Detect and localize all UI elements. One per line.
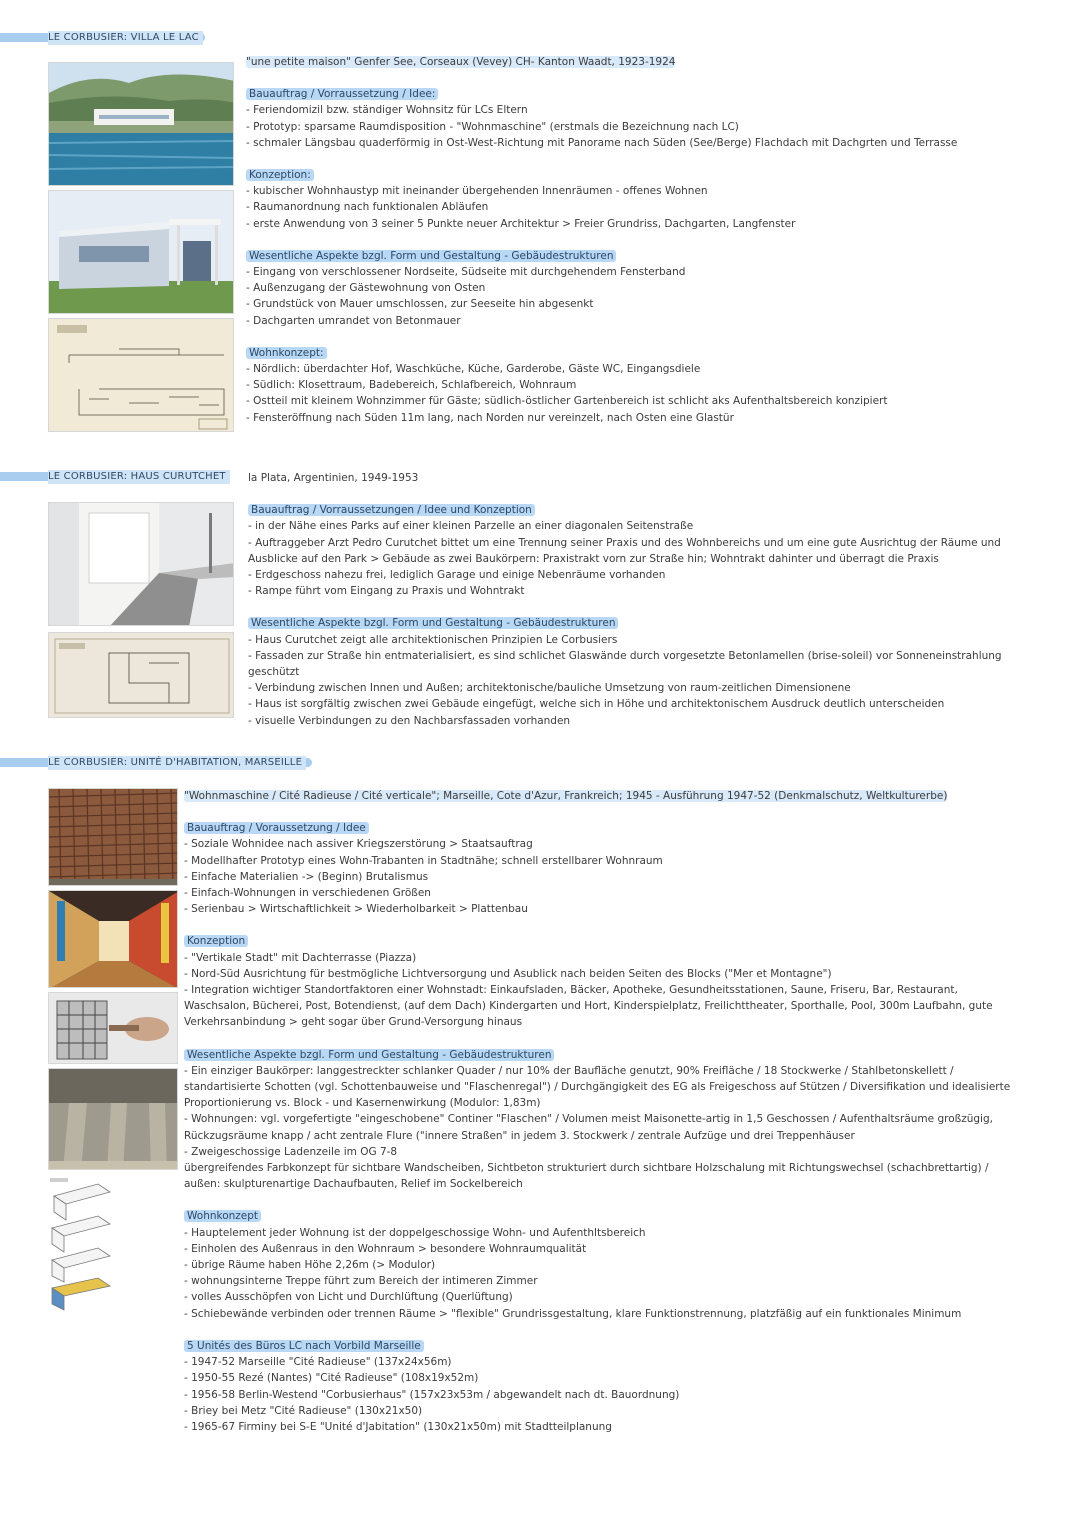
list-item: - 1950-55 Rezé (Nantes) "Cité Radieuse" (108x19x52m) (184, 1372, 479, 1385)
list-item: - schmaler Längsbau quaderförmig in Ost-West-Richtung mit Panorame nach Süden (See/Berge) Flachdach mit Dachgrten und Terrasse (246, 136, 958, 149)
list-item: - Wohnungen: vgl. vorgefertigte "eingeschobene" Continer "Flaschen" / Volumen meist Maisonette-artig in 1,5 Geschossen / Aufenthaltsräume großzügig, Rückzugsräume knapp / acht zentrale Flure ("innere Straßen" in jedem 3. Stockwerk / zentrale Aufzüge und drei Treppenhäuser (184, 1113, 993, 1142)
block-heading: Konzeption (184, 935, 248, 947)
list-item: - visuelle Verbindungen zu den Nachbarsfassaden vorhanden (248, 714, 571, 727)
block-heading: 5 Unités des Büros LC nach Vorbild Marseille (184, 1340, 424, 1352)
list-item: - 1956-58 Berlin-Westend "Corbusierhaus" (157x23x53m / abgewandelt nach dt. Bauordnung) (184, 1388, 680, 1401)
villa-terrace-photo (48, 190, 234, 314)
block-heading: Wesentliche Aspekte bzgl. Form und Gestaltung - Gebäudestrukturen (184, 1049, 554, 1061)
section-subtitle: "Wohnmaschine / Cité Radieuse / Cité verticale"; Marseille, Cote d'Azur, Frankreich; 1945 - Ausführung 1947-52 (Denkmalschutz, Weltkulturerbe) (184, 790, 948, 802)
list-item: - Dachgarten umrandet von Betonmauer (246, 314, 461, 327)
list-item: - Eingang von verschlossener Nordseite, Südseite mit durchgehendem Fensterband (246, 266, 686, 279)
list-item: - wohnungsinterne Treppe führt zum Bereich der intimeren Zimmer (184, 1275, 538, 1288)
villa-lake-photo (48, 62, 234, 186)
block-heading: Konzeption: (246, 169, 314, 181)
list-item: - Haus Curutchet zeigt alle architektionischen Prinzipien Le Corbusiers (248, 633, 618, 646)
list-item: - Serienbau > Wirtschaftlichkeit > Wiederholbarkeit > Plattenbau (184, 903, 528, 916)
unite-pilotis-photo (48, 1068, 178, 1170)
list-item: - übrige Räume haben Höhe 2,26m (> Modulor) (184, 1259, 436, 1272)
list-item: - Haus ist sorgfältig zwischen zwei Gebäude eingefügt, welche sich in Höhe und architektonischem Ausdruck deutlich unterscheiden (248, 698, 945, 711)
list-item: - Fassaden zur Straße hin entmaterialisiert, es sind schlichet Glaswände durch vorgesetzte Betonlamellen (brise-soleil) vor Sonneneinstrahlung geschützt (248, 649, 1002, 679)
list-item: - Nördlich: überdachter Hof, Waschküche, Küche, Garderobe, Gäste WC, Eingangsdiele (246, 363, 701, 376)
list-item: - Außenzugang der Gästewohnung von Osten (246, 282, 486, 295)
block-heading: Bauauftrag / Vorraussetzung / Idee: (246, 88, 438, 100)
list-item: - Grundstück von Mauer umschlossen, zur Seeseite hin abgesenkt (246, 298, 594, 311)
list-item: - Feriendomizil bzw. ständiger Wohnsitz für LCs Eltern (246, 104, 528, 117)
list-item: - Prototyp: sparsame Raumdisposition - "Wohnmaschine" (erstmals die Bezeichnung nach LC) (246, 120, 739, 133)
list-item: - Raumanordnung nach funktionalen Abläufen (246, 201, 489, 214)
list-item: - Rampe führt vom Eingang zu Praxis und Wohntrakt (248, 585, 525, 598)
list-item: - Schiebewände verbinden oder trennen Räume > "flexible" Grundrissgestaltung, klare Funktionstrennung, platzfäßig auf ein funktionales Minimum (184, 1307, 962, 1320)
list-item: - Briey bei Metz "Cité Radieuse" (130x21x50) (184, 1404, 423, 1417)
list-item: - Südlich: Klosettraum, Badebereich, Schlafbereich, Wohnraum (246, 379, 577, 392)
curutchet-interior-photo (48, 502, 234, 626)
list-item: - Soziale Wohnidee nach assiver Kriegszerstörung > Staatsauftrag (184, 838, 533, 851)
list-item: - kubischer Wohnhaustyp mit ineinander übergehenden Innenräumen - offenes Wohnen (246, 185, 708, 198)
section-subtitle: "une petite maison" Genfer See, Corseaux (Vevey) CH- Kanton Waadt, 1923-1924 (246, 56, 676, 68)
list-item: - Einholen des Außenraus in den Wohnraum > besondere Wohnraumqualität (184, 1242, 587, 1255)
list-item: - volles Ausschöpfen von Licht und Durchlüftung (Querlüftung) (184, 1291, 513, 1304)
list-item: - Modellhafter Prototyp eines Wohn-Trabanten in Stadtnähe; schnell erstellbarer Wohnraum (184, 854, 663, 867)
list-item: übergreifendes Farbkonzept für sichtbare Wandscheiben, Sichtbeton strukturiert durch sichtbare Holzschalung mit Richtungswechsel (schachbrettartig) / außen: skulpturenartige Dachaufbauten, Relief im Sockelbereich (184, 1162, 989, 1191)
list-item: - Auftraggeber Arzt Pedro Curutchet bittet um eine Trennung seiner Praxis und des Wohnbereichs und um eine gute Ausrichtug der Räume und Ausblicke auf den Park > Gebäude as zwei Baukörpern: Praxistrakt vorn zur Straße hin; Wohntrakt dahinter und überragt die Praxis (248, 536, 1001, 565)
list-item: - in der Nähe eines Parks auf einer kleinen Parzelle an einer diagonalen Seitenstraße (248, 520, 694, 533)
section-title: LE CORBUSIER: HAUS CURUTCHET (48, 470, 230, 484)
list-item: - Nord-Süd Ausrichtung für bestmögliche Lichtversorgung und Asublick nach beiden Seiten des Blocks ("Mer et Montagne") (184, 967, 832, 980)
list-item: - 1965-67 Firminy bei S-E "Unité d'Jabitation" (130x21x50m) mit Stadtteilplanung (184, 1420, 612, 1433)
unite-corridor-photo (48, 890, 178, 988)
unite-section-diagram (48, 1176, 114, 1314)
unite-facade-photo (48, 788, 178, 886)
block-heading: Bauauftrag / Voraussetzung / Idee (184, 822, 369, 834)
block-heading: Wesentliche Aspekte bzgl. Form und Gestaltung - Gebäudestrukturen (248, 617, 618, 629)
list-item: - Hauptelement jeder Wohnung ist der doppelgeschossige Wohn- und Aufenthltsbereich (184, 1226, 646, 1239)
curutchet-text (248, 470, 1028, 729)
list-item: - "Vertikale Stadt" mit Dachterrasse (Piazza) (184, 951, 417, 964)
curutchet-plan-drawing (48, 632, 234, 718)
villa-plan-drawing (48, 318, 234, 432)
unite-text (184, 788, 1024, 1435)
list-item: - Ein einziger Baukörper: langgestreckter schlanker Quader / nur 10% der Baufläche genutzt, 90% Freifläche / 18 Stockwerke / Stahlbetonskellett / standartisierte Schotten (vgl. Schottenbauweise und "Flaschenregal") / Durchgängigkeit des EG als Freigeschoss auf Stützen / Diversifikation und idealisierte Proportionierung vs. Block - und Kasernenwirkung (Modulor: 1,83m) (184, 1064, 1011, 1110)
section-subtitle: la Plata, Argentinien, 1949-1953 (248, 472, 419, 484)
unite-model-photo (48, 992, 178, 1064)
list-item: - 1947-52 Marseille "Cité Radieuse" (137x24x56m) (184, 1356, 452, 1369)
list-item: - Einfache Materialien -> (Beginn) Brutalismus (184, 870, 429, 883)
list-item: - Verbindung zwischen Innen und Außen; architektonische/bauliche Umsetzung von raum-zeitlichen Dimensionene (248, 682, 851, 695)
list-item: - Fensteröffnung nach Süden 11m lang, nach Norden nur vereinzelt, nach Osten eine Glastür (246, 411, 734, 424)
list-item: - Ostteil mit kleinem Wohnzimmer für Gäste; südlich-östlicher Gartenbereich ist schlicht aks Aufenthaltsbereich konzipiert (246, 395, 888, 408)
list-item: - erste Anwendung von 3 seiner 5 Punkte neuer Architektur > Freier Grundriss, Dachgarten, Langfenster (246, 217, 796, 230)
block-heading: Wohnkonzept (184, 1210, 261, 1222)
list-item: - Erdgeschoss nahezu frei, lediglich Garage und einige Nebenräume vorhanden (248, 569, 666, 582)
section-title: LE CORBUSIER: UNITÉ D'HABITATION, MARSEILLE (48, 756, 306, 770)
list-item: - Einfach-Wohnungen in verschiedenen Größen (184, 887, 431, 900)
block-heading: Wohnkonzept: (246, 347, 327, 359)
list-item: - Zweigeschossige Ladenzeile im OG 7-8 (184, 1145, 398, 1158)
villa-text (246, 54, 1036, 426)
list-item: - Integration wichtiger Standortfaktoren einer Wohnstadt: Einkaufsladen, Bäcker, Apotheke, Gesundheitsstationen, Saune, Friseru, Bar, Restaurant, Waschsalon, Bücherei, Post, Botendienst, (auf dem Dach) Kindergarten und Hort, Kinderspielplatz, Freilichttheater, Sporthalle, Pool, 300m Laufbahn, gute Verkehrsanbindung > geht sogar über Grund-Versorgung hinaus (184, 984, 993, 1029)
block-heading: Bauauftrag / Vorraussetzungen / Idee und Konzeption (248, 504, 535, 516)
block-heading: Wesentliche Aspekte bzgl. Form und Gestaltung - Gebäudestrukturen (246, 250, 616, 262)
section-title: LE CORBUSIER: VILLA LE LAC (48, 31, 203, 45)
